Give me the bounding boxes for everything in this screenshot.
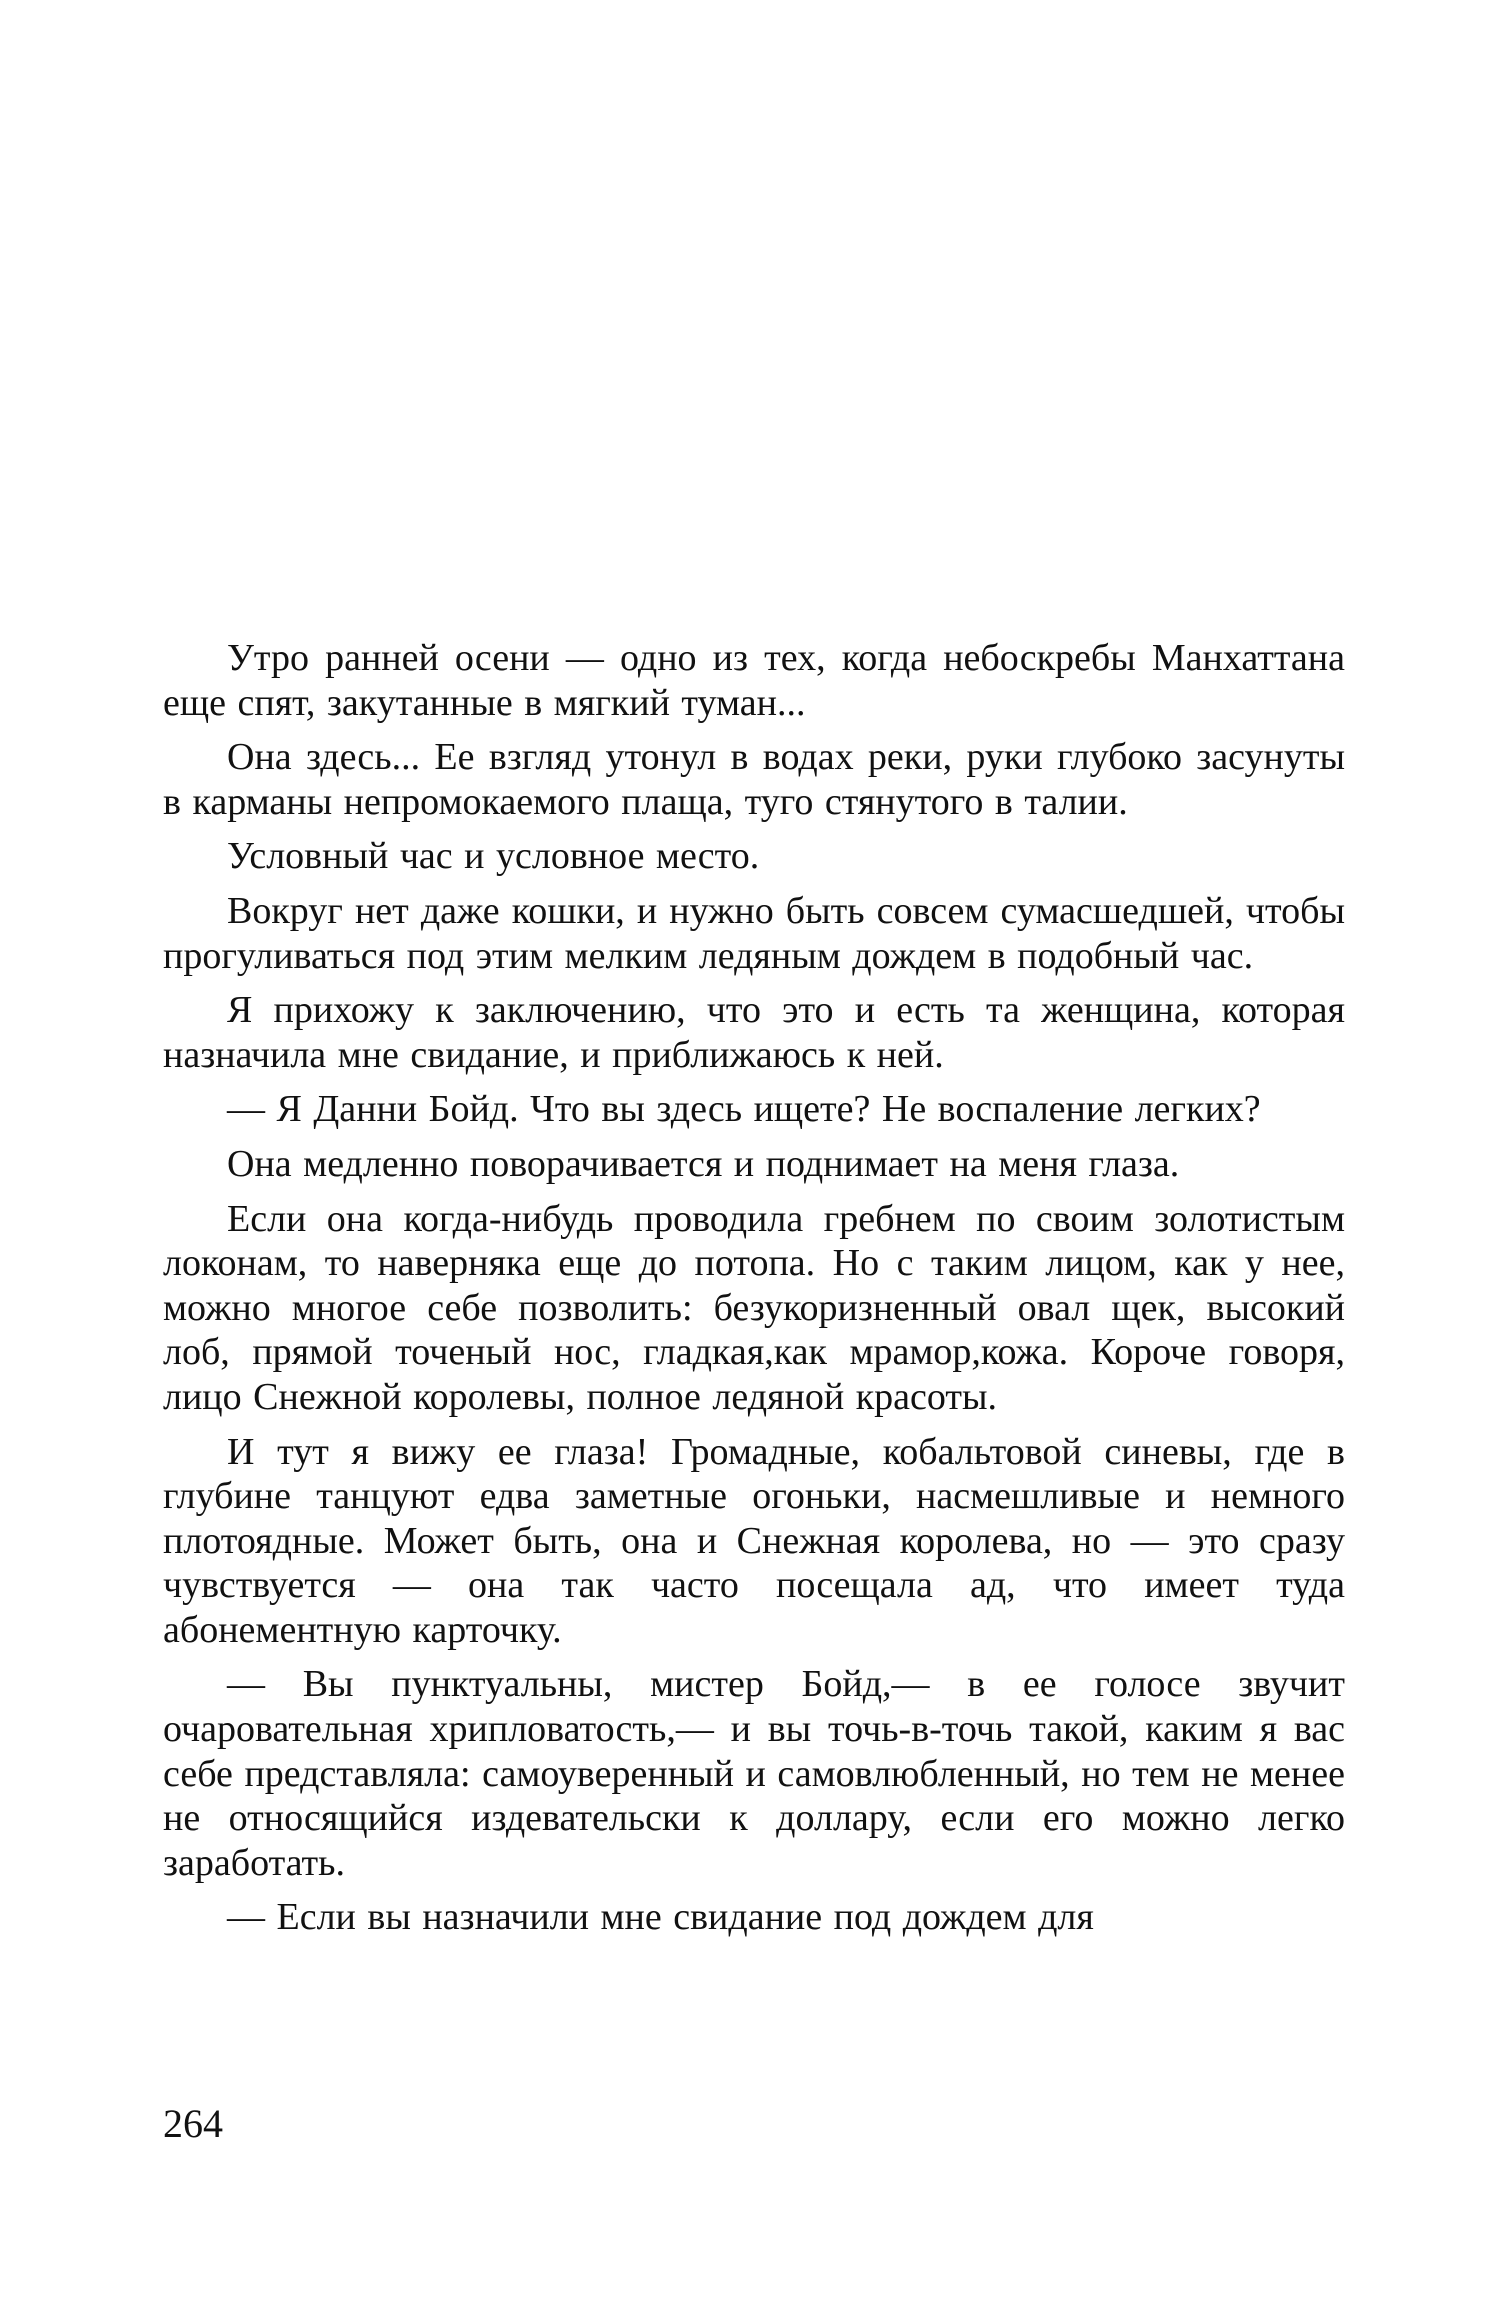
paragraph-8: Если она когда-нибудь проводила гребнем по своим золотистым локонам, то наверняка еще до потопа. Но с таким лицом, как у нее, можно многое себе позволить: безукоризненный овал щек, высокий лоб, прямой точеный нос, гладкая,как мрамор,кожа. Короче говоря, лицо Снежной королевы, полное ледяной красоты. xyxy=(163,1197,1345,1418)
paragraph-1: Утро ранней осени — одно из тех, когда небоскребы Манхаттана еще спят, закутанные в мягкий туман... xyxy=(163,637,1345,724)
paragraph-7: Она медленно поворачивается и поднимает на меня глаза. xyxy=(227,1142,1180,1185)
page-number: 264 xyxy=(163,2101,223,2146)
paragraph-5: Я прихожу к заключению, что это и есть та женщина, которая назначила мне свидание, и приближаюсь к ней. xyxy=(163,989,1345,1076)
paragraph-9: И тут я вижу ее глаза! Громадные, кобальтовой синевы, где в глубине танцуют едва заметные огоньки, насмешливые и немного плотоядные. Может быть, она и Снежная королева, но — это сразу чувствуется — она так часто посещала ад, что имеет туда абонементную карточку. xyxy=(163,1430,1345,1651)
paragraph-6: — Я Данни Бойд. Что вы здесь ищете? Не воспаление легких? xyxy=(227,1088,1261,1131)
paragraph-11: — Если вы назначили мне свидание под дождем для xyxy=(227,1896,1094,1939)
paragraph-4: Вокруг нет даже кошки, и нужно быть совсем сумасшедшей, чтобы прогуливаться под этим мелким ледяным дождем в подобный час. xyxy=(163,889,1345,977)
paragraph-10: — Вы пунктуальны, мистер Бойд,— в ее голосе звучит очаровательная хрипловатость,— и вы точь-в-точь такой, каким я вас себе представляла: самоуверенный и самовлюбленный, но тем не менее не относящийся издевательски к доллару, если его можно легко заработать. xyxy=(163,1663,1345,1884)
paragraph-3: Условный час и условное место. xyxy=(227,835,760,878)
paragraph-2: Она здесь... Ее взгляд утонул в водах реки, руки глубоко засунуты в карманы непромокаемого плаща, туго стянутого в талии. xyxy=(163,736,1345,823)
body-text xyxy=(163,636,1345,1950)
